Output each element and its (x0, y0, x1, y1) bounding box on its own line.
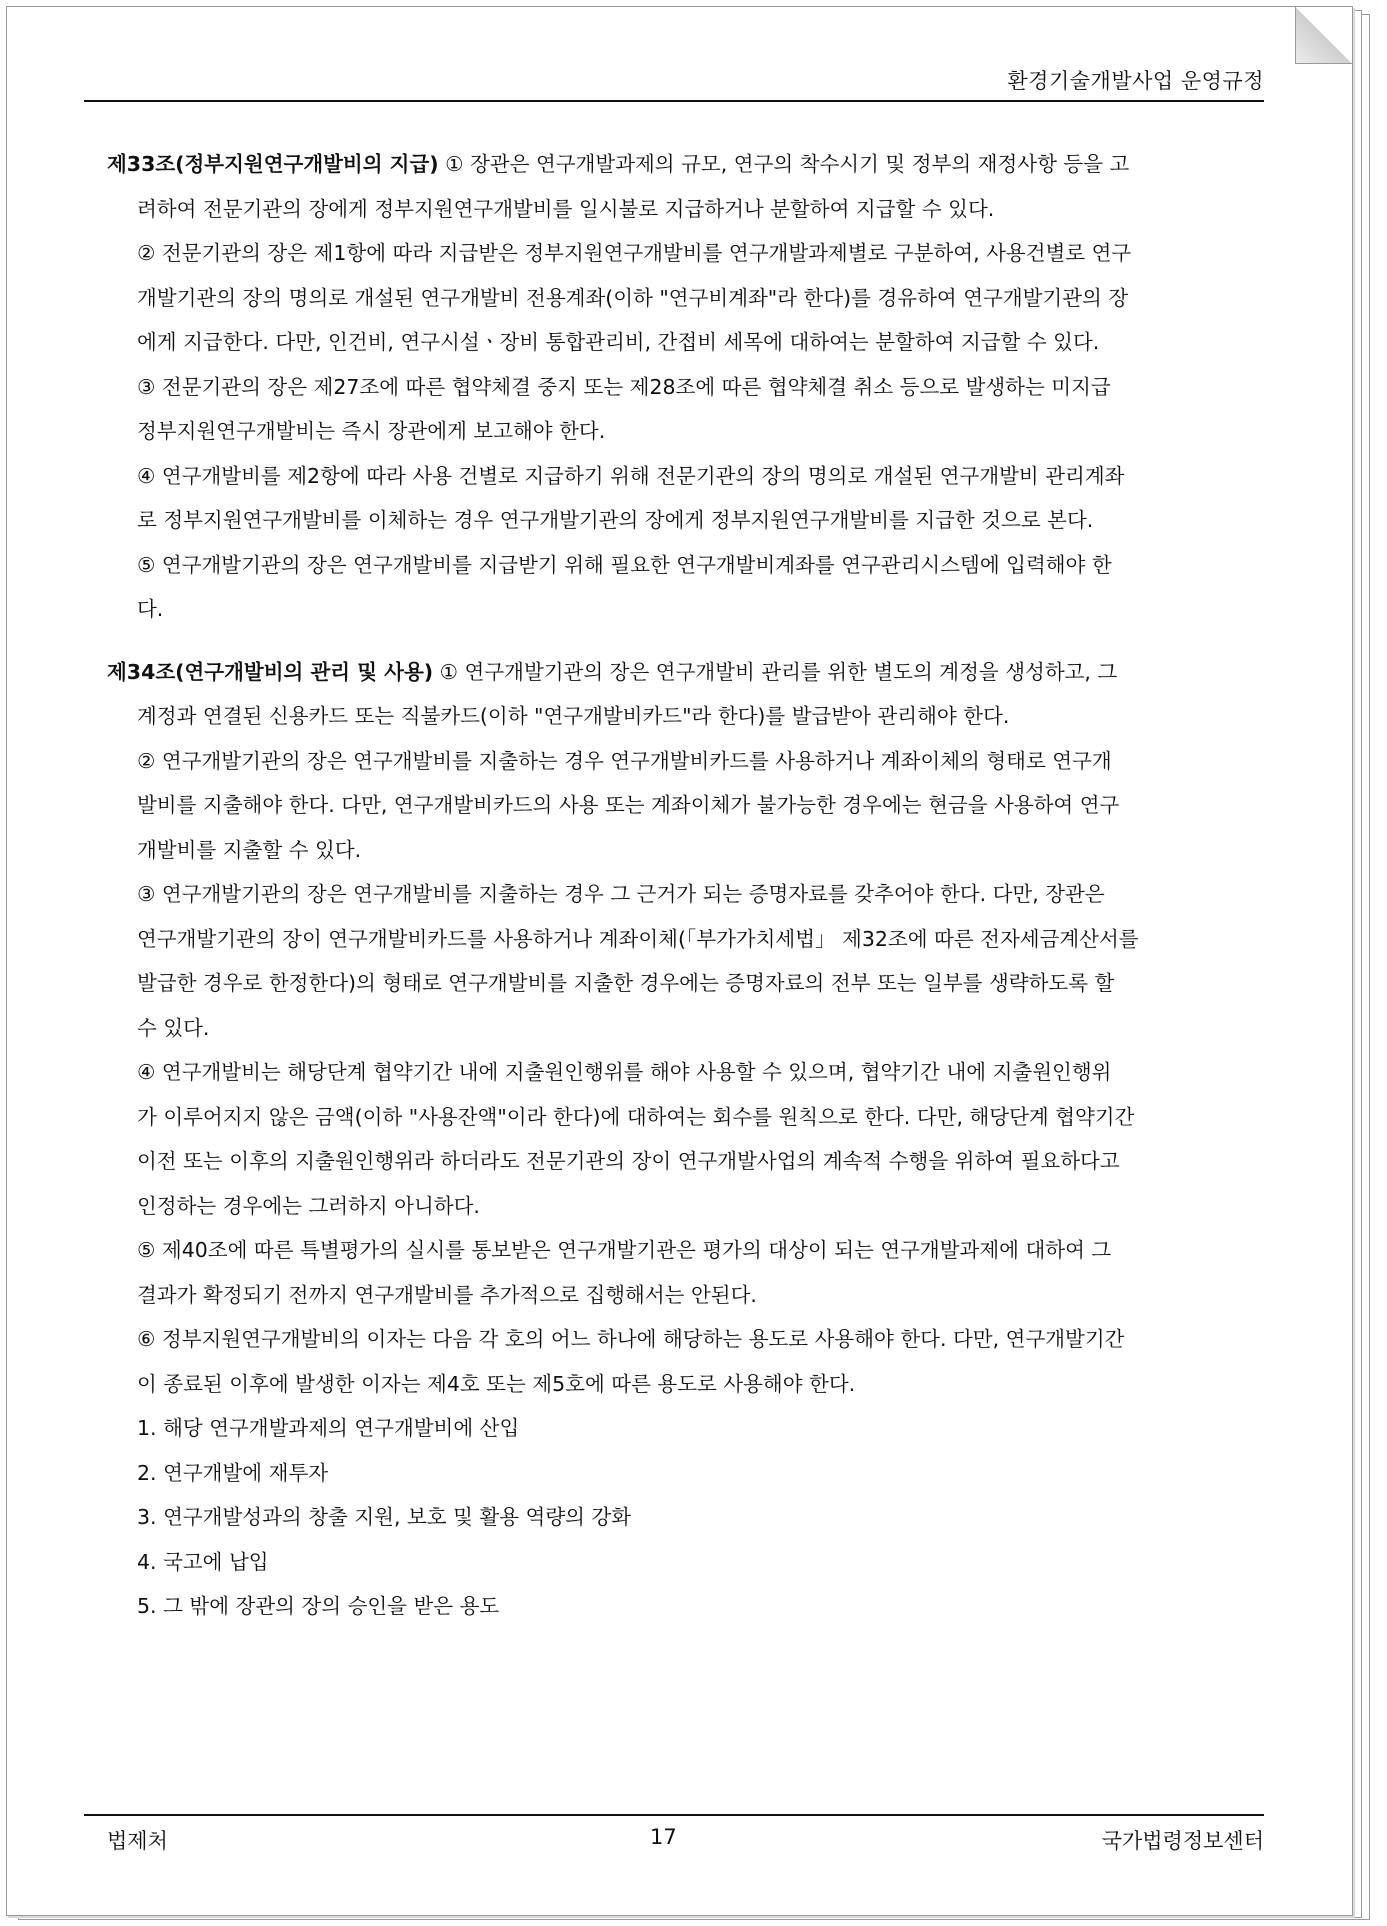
article-line: 결과가 확정되기 전까지 연구개발비를 추가적으로 집행해서는 안된다. (137, 1282, 757, 1307)
article-line: ⑥ 정부지원연구개발비의 이자는 다음 각 호의 어느 하나에 해당하는 용도로 사용해야 한다. 다만, 연구개발기간 (137, 1327, 1125, 1351)
article-line: 발급한 경우로 한정한다)의 형태로 연구개발비를 지출한 경우에는 증명자료의 전부 또는 일부를 생략하도록 할 (137, 971, 1115, 995)
list-item: 5. 그 밖에 장관의 장의 승인을 받은 용도 (137, 1594, 500, 1618)
document-body (107, 142, 1279, 1647)
document-page (6, 6, 1353, 1916)
article-line: ⑤ 제40조에 따른 특별평가의 실시를 통보받은 연구개발기관은 평가의 대상이 되는 연구개발과제에 대하여 그 (137, 1238, 1112, 1262)
article-line: 로 정부지원연구개발비를 이체하는 경우 연구개발기관의 장에게 정부지원연구개발비를 지급한 것으로 본다. (137, 508, 1094, 532)
article-33 (107, 142, 1279, 632)
article-line: 가 이루어지지 않은 금액(이하 "사용잔액"이라 한다)에 대하여는 회수를 원칙으로 한다. 다만, 해당단계 협약기간 (137, 1104, 1135, 1129)
list-item: 3. 연구개발성과의 창출 지원, 보호 및 활용 역량의 강화 (137, 1505, 632, 1529)
article-heading: 제34조(연구개발비의 관리 및 사용) (107, 659, 434, 684)
article-line: ④ 연구개발비를 제2항에 따라 사용 건별로 지급하기 위해 전문기관의 장의 명의로 개설된 연구개발비 관리계좌 (137, 463, 1125, 488)
list-item: 2. 연구개발에 재투자 (137, 1460, 329, 1485)
article-line: 개발기관의 장의 명의로 개설된 연구개발비 전용계좌(이하 "연구비계좌"라 한다)를 경유하여 연구개발기관의 장 (137, 285, 1129, 310)
footer-publisher: 법제처 (107, 1829, 168, 1853)
article-line: ② 전문기관의 장은 제1항에 따라 지급받은 정부지원연구개발비를 연구개발과제별로 구분하여, 사용건별로 연구 (137, 241, 1132, 265)
article-line: 이전 또는 이후의 지출원인행위라 하더라도 전문기관의 장이 연구개발사업의 계속적 수행을 위하여 필요하다고 (137, 1149, 1120, 1173)
footer-source: 국가법령정보센터 (1101, 1829, 1264, 1853)
article-line: ⑤ 연구개발기관의 장은 연구개발비를 지급받기 위해 필요한 연구개발비계좌를 연구관리시스템에 입력해야 한 (137, 552, 1112, 577)
article-line: 연구개발기관의 장이 연구개발비카드를 사용하거나 계좌이체(「부가가치세법」 제32조에 따른 전자세금계산서를 (137, 926, 1139, 951)
article-line: 인정하는 경우에는 그러하지 아니하다. (137, 1193, 480, 1218)
article-line: 이 종료된 이후에 발생한 이자는 제4호 또는 제5호에 따른 용도로 사용해야 한다. (137, 1371, 856, 1396)
article-first-line (107, 142, 1279, 187)
footer-divider (84, 1814, 1264, 1816)
header-divider (84, 100, 1264, 102)
page-corner-fold (1295, 7, 1352, 64)
article-line: 에게 지급한다. 다만, 인건비, 연구시설ㆍ장비 통합관리비, 간접비 세목에 대하여는 분할하여 지급할 수 있다. (137, 330, 1100, 354)
list-item: 1. 해당 연구개발과제의 연구개발비에 산입 (137, 1416, 520, 1440)
article-line: ② 연구개발기관의 장은 연구개발비를 지출하는 경우 연구개발비카드를 사용하거나 계좌이체의 형태로 연구개 (137, 748, 1112, 773)
article-line: 수 있다. (137, 1015, 210, 1040)
article-line: 계정과 연결된 신용카드 또는 직불카드(이하 "연구개발비카드"라 한다)를 발급받아 관리해야 한다. (137, 704, 1010, 728)
article-line: 정부지원연구개발비는 즉시 장관에게 보고해야 한다. (137, 419, 606, 443)
article-text: ① 장관은 연구개발과제의 규모, 연구의 착수시기 및 정부의 재정사항 등을 고 (438, 152, 1130, 176)
article-line: ③ 연구개발기관의 장은 연구개발비를 지출하는 경우 그 근거가 되는 증명자료를 갖추어야 한다. 다만, 장관은 (137, 882, 1105, 906)
page-number: 17 (650, 1825, 677, 1849)
article-line: 려하여 전문기관의 장에게 정부지원연구개발비를 일시불로 지급하거나 분할하여 지급할 수 있다. (137, 196, 995, 221)
article-line: 개발비를 지출할 수 있다. (137, 837, 362, 862)
article-text: ① 연구개발기관의 장은 연구개발비 관리를 위한 별도의 계정을 생성하고, 그 (433, 659, 1118, 684)
article-heading: 제33조(정부지원연구개발비의 지급) (107, 152, 439, 176)
page-header-title: 환경기술개발사업 운영규정 (1007, 69, 1264, 93)
article-line: ③ 전문기관의 장은 제27조에 따른 협약체결 중지 또는 제28조에 따른 협약체결 취소 등으로 발생하는 미지급 (137, 374, 1111, 399)
article-line: 다. (137, 597, 164, 621)
article-first-line (107, 650, 1279, 695)
article-line: ④ 연구개발비는 해당단계 협약기간 내에 지출원인행위를 해야 사용할 수 있으며, 협약기간 내에 지출원인행위 (137, 1060, 1112, 1084)
list-item: 4. 국고에 납입 (137, 1549, 269, 1574)
article-34 (107, 650, 1279, 1629)
article-line: 발비를 지출해야 한다. 다만, 연구개발비카드의 사용 또는 계좌이체가 불가능한 경우에는 현금을 사용하여 연구 (137, 793, 1120, 817)
